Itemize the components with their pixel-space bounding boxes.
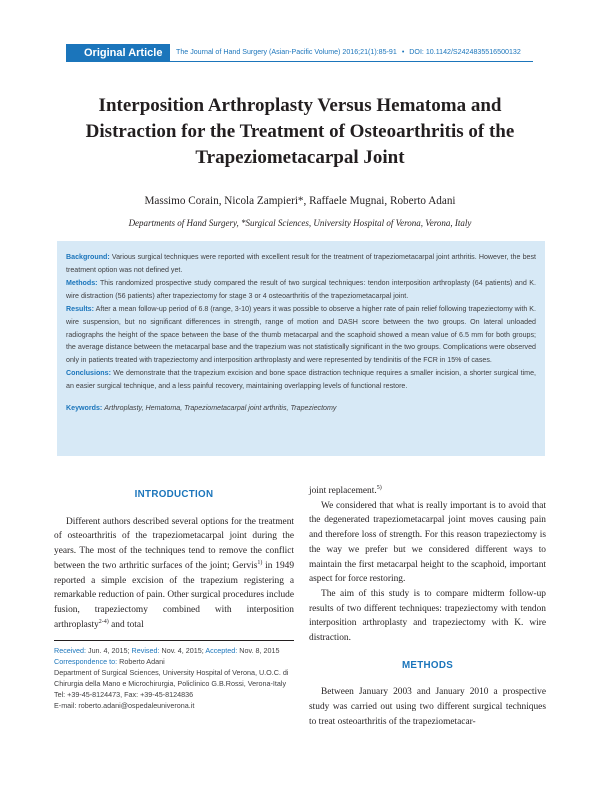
methods-heading: METHODS: [401, 659, 454, 671]
abstract-box: [57, 241, 545, 456]
right-paragraph-1: [309, 484, 546, 499]
intro-text-b: in 1949 reported a simple excision of the trapezium registering a remarkable reduction of pain. Other surgical procedures include fusion, trapeziectomy combined with interposition arthroplasty: [54, 560, 295, 630]
introduction-paragraph: [54, 515, 294, 633]
results-label: Results:: [66, 305, 94, 314]
affiliation: Departments of Hand Surgery, *Surgical Sciences, University Hospital of Verona, Verona, Italy: [128, 218, 472, 228]
intro-text-a: Different authors described several options for the treatment of osteoarthritis of the trapeziometacarpal joint during the years. The most of the techniques tend to remove the conflict between the two arthritic surfaces of the joint; Gervis: [54, 516, 294, 571]
keywords-text: Arthroplasty, Hematoma, Trapeziometacarpal joint arthritis, Trapeziectomy: [104, 403, 337, 412]
right-paragraph-3: The aim of this study is to compare midterm follow-up results of two different techniques: trapeziectomy with tendon interposition arthroplasty and trapeziectomy with K. wire distraction.: [309, 588, 546, 644]
accepted-date: Nov. 8, 2015: [239, 646, 280, 655]
correspondence-line: [54, 656, 294, 667]
received-date: Jun. 4, 2015;: [87, 646, 130, 655]
ref-1[interactable]: 1): [257, 559, 263, 566]
journal-citation: [176, 48, 536, 56]
revised-label: Revised:: [131, 646, 160, 655]
methods-text: This randomized prospective study compared the result of two surgical techniques: tendon interposition arthroplasty (64 patients) and K. wire distraction (56 patients) after trapeziectomy for stage 3 or 4 osteoarthritis of the trapeziometacarpal joint.: [66, 279, 536, 300]
introduction-heading: INTRODUCTION: [134, 489, 214, 500]
doi[interactable]: DOI: 10.1142/S2424835516500132: [409, 48, 521, 56]
abstract-results: [66, 303, 536, 366]
left-column: [54, 488, 294, 632]
conclusions-text: We demonstrate that the trapezium excision and bone space distraction technique requires a smaller incision, a shorter surgical time, an easier surgical technique, and a less painful recovery, maintaining overlapping levels of functional restore.: [66, 369, 536, 390]
email[interactable]: E-mail: roberto.adani@ospedaleuniverona.it: [54, 701, 195, 710]
methods-label: Methods:: [66, 279, 98, 288]
ref-5[interactable]: 5): [376, 484, 382, 491]
intro-text-c: and total: [108, 619, 144, 630]
footnote-rule: [54, 640, 294, 641]
right-paragraph-4: Between January 2003 and January 2010 a prospective study was carried out using two different surgical techniques to treat osteoarthritis of the trapeziometacar-: [309, 687, 546, 727]
article-type-tag: Original Article: [66, 44, 170, 62]
header-rule: [170, 61, 533, 62]
abstract-background: [66, 251, 536, 276]
footnote: [54, 645, 294, 711]
dates-line: [54, 645, 294, 656]
title-line-3: Trapeziometacarpal Joint: [195, 147, 405, 168]
right-text-1: joint replacement.: [309, 486, 377, 496]
header-separator: •: [401, 48, 405, 56]
background-label: Background:: [66, 253, 110, 261]
abstract-keywords: [66, 402, 536, 415]
background-text: Various surgical techniques were reported with excellent result for the treatment of trapeziometacarpal joint arthritis. However, the best treatment option was not defined yet.: [66, 253, 536, 274]
address-line-1: Department of Surgical Sciences, University Hospital of Verona, U.O.C. di: [54, 668, 289, 677]
abstract-methods: [66, 277, 536, 302]
correspondence-name: Roberto Adani: [119, 657, 165, 666]
journal-reference: The Journal of Hand Surgery (Asian-Pacific Volume) 2016;21(1):85-91: [176, 48, 397, 56]
ref-2-4[interactable]: 2-4): [98, 618, 109, 625]
author-list: Massimo Corain, Nicola Zampieri*, Raffaele Mugnai, Roberto Adani: [144, 195, 456, 207]
title-line-1: Interposition Arthroplasty Versus Hematoma and: [98, 95, 502, 116]
conclusions-label: Conclusions:: [66, 369, 111, 378]
accepted-label: Accepted:: [205, 646, 238, 655]
article-title: [66, 93, 534, 171]
address-line-2: Chirurgia della Mano e Microchirurgia, Policlinico G.B.Rossi, Verona-Italy: [54, 679, 287, 688]
right-paragraph-2: We considered that what is really important is to avoid that the degenerated trapeziometacarpal joint moves causing pain and therefore loss of strength. For this reason trapeziectomy is the way we prefer but we considered different ways to maintain the first metacarpal height to the scaphoid, important aspect for force restoring.: [309, 500, 546, 585]
keywords-label: Keywords:: [66, 403, 103, 412]
revised-date: Nov. 4, 2015;: [161, 646, 204, 655]
right-column: [309, 484, 546, 730]
phone-fax: Tel: +39-45-8124473, Fax: +39-45-8124836: [54, 690, 194, 699]
received-label: Received:: [54, 646, 86, 655]
results-text: After a mean follow-up period of 6.8 (range, 3-10) years it was possible to observe a higher rate of pain relief following trapeziectomy with K. wire suspension, but no significant differences in strength, range of motion and DASH score between the two groups. On lateral unloaded radiographs the height of the space between the base of the thumb metacarpal and the scaphoid showed a mean value of 6.5 mm for both groups; the average distance between the metacarpal base and the trapezium was not statistically significant in the two groups. Complications were observed only in patients treated with trapeziectomy and interposition arthroplasty and were represented by tendinitis of the FCR in 15% of cases.: [66, 305, 536, 364]
abstract-conclusions: [66, 367, 536, 392]
correspondence-label: Correspondence to:: [54, 657, 118, 666]
title-line-2: Distraction for the Treatment of Osteoarthritis of the: [85, 121, 515, 142]
